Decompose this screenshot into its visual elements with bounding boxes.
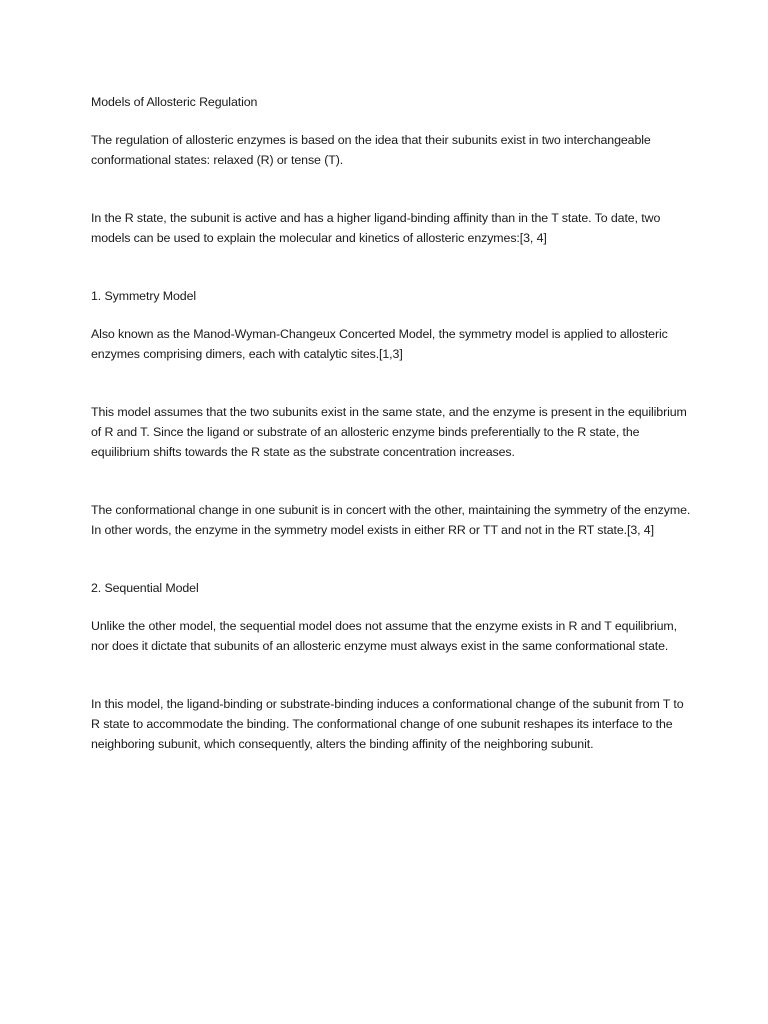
spacer [91,112,691,130]
spacer [91,462,691,500]
heading-sequential-model: 2. Sequential Model [91,581,199,595]
paragraph-symmetry-intro: Also known as the Manod-Wyman-Changeux Concerted Model, the symmetry model is applied to allosteric enzymes comprising dimers, each with catalytic sites.[1,3] [91,327,668,361]
paragraph-symmetry-concert: The conformational change in one subunit is in concert with the other, maintaining the symmetry of the enzyme. In other words, the enzyme in the symmetry model exists in either RR or TT and not in the RT state.[3, 4] [91,503,691,537]
spacer [91,540,691,578]
paragraph-sequential-binding: In this model, the ligand-binding or substrate-binding induces a conformational change of the subunit from T to R state to accommodate the binding. The conformational change of one subunit reshapes its interface to the neighboring subunit, which consequently, alters the binding affinity of the neighboring subunit. [91,697,684,751]
paragraph-symmetry-assumption: This model assumes that the two subunits exist in the same state, and the enzyme is present in the equilibrium of R and T. Since the ligand or substrate of an allosteric enzyme binds preferentially to the R state, the equilibrium shifts towards the R state as the substrate concentration increases. [91,405,687,459]
spacer [91,306,691,324]
paragraph-r-state: In the R state, the subunit is active and has a higher ligand-binding affinity than in the T state. To date, two models can be used to explain the molecular and kinetics of allosteric enzymes:[3, 4] [91,211,661,245]
spacer [91,248,691,286]
paragraph-intro: The regulation of allosteric enzymes is based on the idea that their subunits exist in two interchangeable conformational states: relaxed (R) or tense (T). [91,133,651,167]
spacer [91,364,691,402]
spacer [91,656,691,694]
spacer [91,170,691,208]
document-title: Models of Allosteric Regulation [91,95,258,109]
document-body [91,92,691,754]
paragraph-sequential-intro: Unlike the other model, the sequential model does not assume that the enzyme exists in R and T equilibrium, nor does it dictate that subunits of an allosteric enzyme must always exist in the same conformational state. [91,619,677,653]
heading-symmetry-model: 1. Symmetry Model [91,289,197,303]
spacer [91,598,691,616]
